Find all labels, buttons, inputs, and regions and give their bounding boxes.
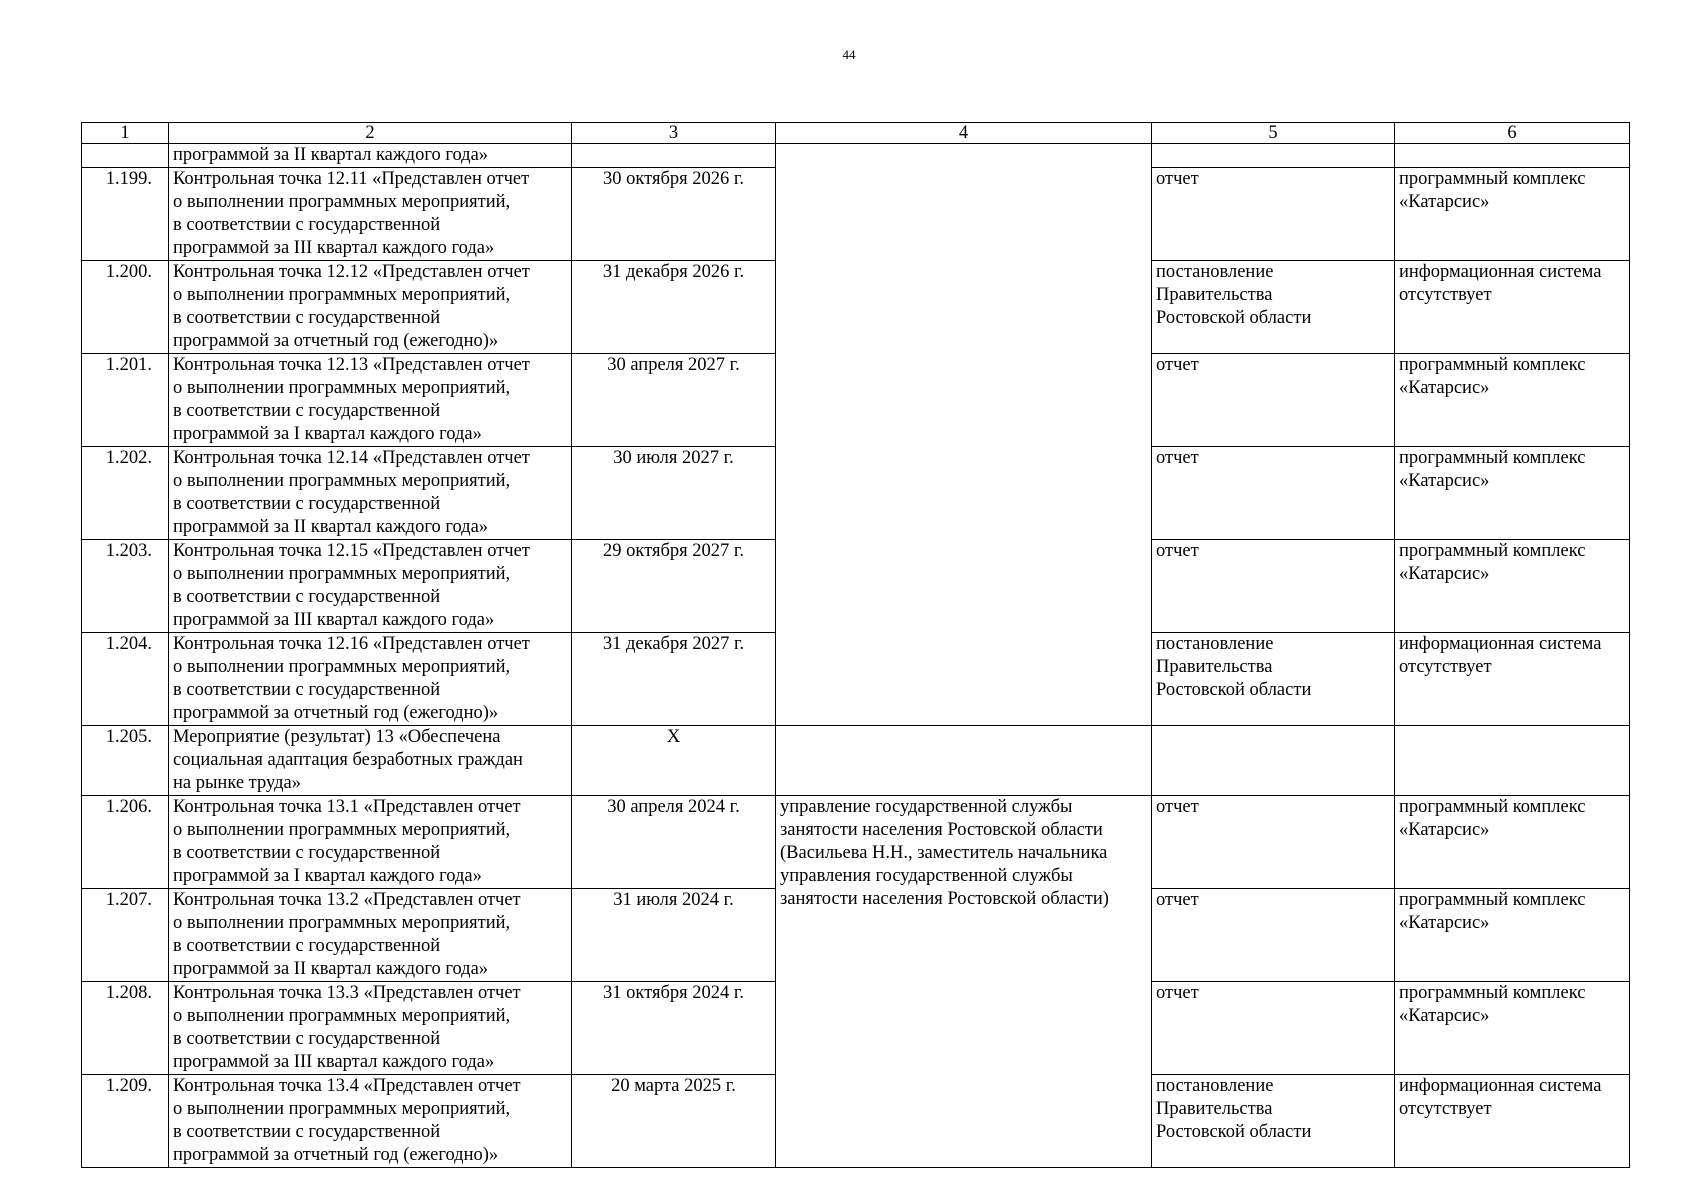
row-number: 1.203. [82, 540, 169, 633]
cell-line: отсутствует [1399, 1099, 1492, 1119]
cell-line: Правительства [1156, 285, 1273, 305]
table-row [82, 726, 1630, 796]
cell-line: программой за III квартал каждого года» [173, 238, 495, 258]
row-number: 1.206. [82, 796, 169, 889]
row-name-cell [169, 633, 572, 726]
row-date: 30 июля 2027 г. [572, 447, 776, 540]
cell-line: «Катарсис» [1399, 471, 1490, 491]
cell-line: постановление [1156, 262, 1274, 282]
row-document-cell [1152, 168, 1395, 261]
row-system-cell [1395, 540, 1630, 633]
cell-line: информационная система [1399, 262, 1602, 282]
continuation-doc-cell [1152, 144, 1395, 168]
cell-line: отчет [1156, 541, 1199, 561]
continuation-num-cell [82, 144, 169, 168]
cell-line: Контрольная точка 12.11 «Представлен отчет [173, 169, 530, 189]
cell-line: в соответствии с государственной [173, 401, 441, 421]
row-number: 1.201. [82, 354, 169, 447]
cell-line: в соответствии с государственной [173, 1029, 441, 1049]
row-name-cell [169, 261, 572, 354]
row-date: 30 апреля 2024 г. [572, 796, 776, 889]
column-header: 5 [1152, 123, 1395, 144]
cell-line: программой за отчетный год (ежегодно)» [173, 703, 499, 723]
row-system-cell [1395, 1075, 1630, 1168]
cell-line: о выполнении программных мероприятий, [173, 378, 511, 398]
row-system-cell [1395, 889, 1630, 982]
row-date: 29 октября 2027 г. [572, 540, 776, 633]
cell-line: программный комплекс [1399, 169, 1586, 189]
cell-line: Мероприятие (результат) 13 «Обеспечена [173, 727, 501, 747]
row-system-cell [1395, 447, 1630, 540]
row-number: 1.199. [82, 168, 169, 261]
cell-line: «Катарсис» [1399, 913, 1490, 933]
cell-line: отчет [1156, 355, 1199, 375]
row-system-cell [1395, 354, 1630, 447]
column-header: 4 [776, 123, 1152, 144]
cell-line: Правительства [1156, 657, 1273, 677]
continuation-system-cell [1395, 144, 1630, 168]
cell-line: Ростовской области [1156, 1122, 1312, 1142]
cell-line: отчет [1156, 169, 1199, 189]
cell-line: о выполнении программных мероприятий, [173, 471, 511, 491]
cell-line: программой за отчетный год (ежегодно)» [173, 1145, 499, 1165]
cell-line: занятости населения Ростовской области [780, 820, 1103, 840]
row-system-cell [1395, 796, 1630, 889]
row-document-cell [1152, 982, 1395, 1075]
cell-line: программой за I квартал каждого года» [173, 424, 482, 444]
cell-line: отсутствует [1399, 657, 1492, 677]
cell-line: Ростовской области [1156, 308, 1312, 328]
cell-line: программой за отчетный год (ежегодно)» [173, 331, 499, 351]
cell-line: о выполнении программных мероприятий, [173, 657, 511, 677]
cell-line: в соответствии с государственной [173, 215, 441, 235]
cell-line: Контрольная точка 13.3 «Представлен отчет [173, 983, 521, 1003]
cell-line: «Катарсис» [1399, 564, 1490, 584]
cell-line: о выполнении программных мероприятий, [173, 1006, 511, 1026]
cell-line: о выполнении программных мероприятий, [173, 285, 511, 305]
table-body [82, 123, 1630, 1168]
row-number: 1.209. [82, 1075, 169, 1168]
row-number: 1.200. [82, 261, 169, 354]
row-name-cell [169, 540, 572, 633]
cell-line: Ростовской области [1156, 680, 1312, 700]
continuation-responsible-cell [776, 144, 1152, 726]
cell-line: Контрольная точка 12.16 «Представлен отчет [173, 634, 530, 654]
row-document-cell [1152, 540, 1395, 633]
cell-line: в соответствии с государственной [173, 494, 441, 514]
cell-line: «Катарсис» [1399, 1006, 1490, 1026]
row-date: 30 апреля 2027 г. [572, 354, 776, 447]
row-date: X [572, 726, 776, 796]
row-document-cell [1152, 1075, 1395, 1168]
row-date: 20 марта 2025 г. [572, 1075, 776, 1168]
cell-line: Контрольная точка 12.15 «Представлен отчет [173, 541, 530, 561]
row-number: 1.208. [82, 982, 169, 1075]
cell-line: занятости населения Ростовской области) [780, 889, 1109, 909]
cell-line: о выполнении программных мероприятий, [173, 564, 511, 584]
cell-line: социальная адаптация безработных граждан [173, 750, 523, 770]
cell-line: Правительства [1156, 1099, 1273, 1119]
row-responsible-cell [776, 726, 1152, 796]
row-date: 31 октября 2024 г. [572, 982, 776, 1075]
column-header-row [82, 123, 1630, 144]
page-number: 44 [842, 47, 856, 62]
cell-line: программой за III квартал каждого года» [173, 1052, 495, 1072]
row-name-cell [169, 447, 572, 540]
cell-line: в соответствии с государственной [173, 843, 441, 863]
cell-line: отчет [1156, 448, 1199, 468]
cell-line: в соответствии с государственной [173, 1122, 441, 1142]
cell-line: информационная система [1399, 1076, 1602, 1096]
cell-line: Контрольная точка 13.1 «Представлен отчет [173, 797, 521, 817]
cell-line: о выполнении программных мероприятий, [173, 192, 511, 212]
row-name-cell [169, 354, 572, 447]
row-number: 1.204. [82, 633, 169, 726]
cell-line: программой за III квартал каждого года» [173, 610, 495, 630]
column-header: 6 [1395, 123, 1630, 144]
cell-line: «Катарсис» [1399, 820, 1490, 840]
cell-line: отсутствует [1399, 285, 1492, 305]
cell-line: (Васильева Н.Н., заместитель начальника [780, 843, 1108, 863]
row-document-cell [1152, 796, 1395, 889]
row-number: 1.202. [82, 447, 169, 540]
cell-line: Контрольная точка 12.12 «Представлен отчет [173, 262, 530, 282]
row-date: 31 декабря 2027 г. [572, 633, 776, 726]
row-system-cell [1395, 726, 1630, 796]
row-name-cell [169, 889, 572, 982]
row-system-cell [1395, 982, 1630, 1075]
row-name-cell [169, 1075, 572, 1168]
row-number: 1.207. [82, 889, 169, 982]
cell-line: отчет [1156, 890, 1199, 910]
cell-line: в соответствии с государственной [173, 936, 441, 956]
cell-line: «Катарсис» [1399, 378, 1490, 398]
row-document-cell [1152, 261, 1395, 354]
continuation-text: программой за II квартал каждого года» [169, 144, 572, 168]
row-system-cell [1395, 168, 1630, 261]
cell-line: Контрольная точка 13.2 «Представлен отчет [173, 890, 521, 910]
row-document-cell [1152, 889, 1395, 982]
column-header: 2 [169, 123, 572, 144]
row-date: 30 октября 2026 г. [572, 168, 776, 261]
responsible-cell [776, 796, 1152, 1168]
cell-line: управление государственной службы [780, 797, 1073, 817]
row-document-cell [1152, 447, 1395, 540]
cell-line: в соответствии с государственной [173, 587, 441, 607]
plan-table [81, 122, 1630, 1168]
row-document-cell [1152, 354, 1395, 447]
cell-line: программой за II квартал каждого года» [173, 517, 489, 537]
cell-line: программой за I квартал каждого года» [173, 866, 482, 886]
cell-line: в соответствии с государственной [173, 680, 441, 700]
table-row [82, 796, 1630, 889]
cell-line: о выполнении программных мероприятий, [173, 913, 511, 933]
cell-line: программой за II квартал каждого года» [173, 959, 489, 979]
row-system-cell [1395, 633, 1630, 726]
cell-line: Контрольная точка 12.14 «Представлен отчет [173, 448, 530, 468]
cell-line: постановление [1156, 634, 1274, 654]
cell-line: постановление [1156, 1076, 1274, 1096]
cell-line: «Катарсис» [1399, 192, 1490, 212]
cell-line: программный комплекс [1399, 355, 1586, 375]
continuation-date-cell [572, 144, 776, 168]
row-name-cell [169, 168, 572, 261]
cell-line: программный комплекс [1399, 983, 1586, 1003]
cell-line: о выполнении программных мероприятий, [173, 1099, 511, 1119]
row-system-cell [1395, 261, 1630, 354]
cell-line: о выполнении программных мероприятий, [173, 820, 511, 840]
cell-line: информационная система [1399, 634, 1602, 654]
cell-line: отчет [1156, 797, 1199, 817]
row-name-cell [169, 982, 572, 1075]
row-number: 1.205. [82, 726, 169, 796]
cell-line: программный комплекс [1399, 797, 1586, 817]
column-header: 1 [82, 123, 169, 144]
row-document-cell [1152, 726, 1395, 796]
cell-line: на рынке труда» [173, 773, 301, 793]
row-name-cell [169, 796, 572, 889]
cell-line: Контрольная точка 13.4 «Представлен отчет [173, 1076, 521, 1096]
column-header: 3 [572, 123, 776, 144]
cell-line: программный комплекс [1399, 448, 1586, 468]
cell-line: программный комплекс [1399, 541, 1586, 561]
cell-line: программный комплекс [1399, 890, 1586, 910]
cell-line: управления государственной службы [780, 866, 1073, 886]
row-document-cell [1152, 633, 1395, 726]
row-date: 31 июля 2024 г. [572, 889, 776, 982]
row-date: 31 декабря 2026 г. [572, 261, 776, 354]
cell-line: Контрольная точка 12.13 «Представлен отчет [173, 355, 530, 375]
row-name-cell [169, 726, 572, 796]
cell-line: отчет [1156, 983, 1199, 1003]
continuation-row [82, 144, 1630, 168]
cell-line: в соответствии с государственной [173, 308, 441, 328]
